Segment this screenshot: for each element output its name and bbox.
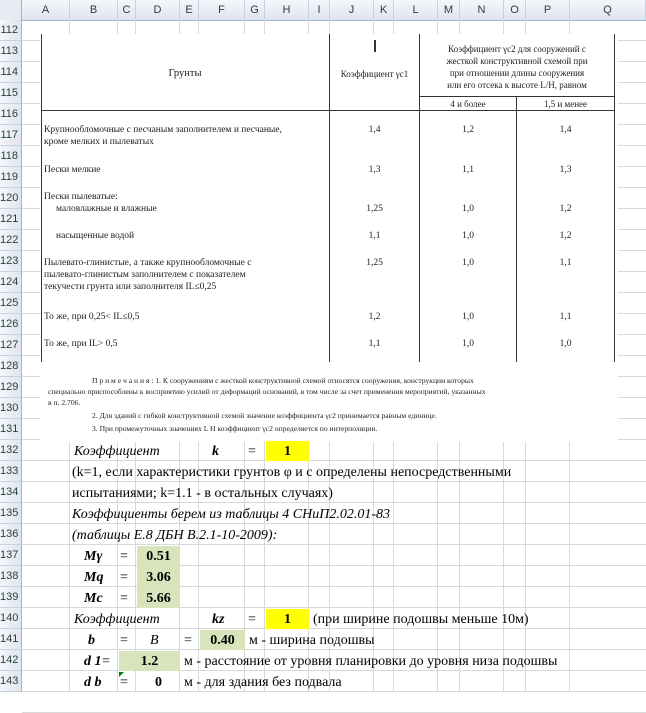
row-header-133[interactable]: 133 [0,461,22,482]
row-header-131[interactable]: 131 [0,419,22,440]
cell-b-label[interactable]: b [88,633,95,648]
select-all-corner[interactable] [0,0,22,20]
grid-row-line [22,565,646,566]
row6-value-2: 1,0 [462,312,474,322]
table-head-coef2-line4: или его отсека к высоте L/H, равном [447,80,587,90]
table-border-left [41,34,42,362]
table-head-sub2: 1,5 и менее [543,99,588,109]
row-header-140[interactable]: 140 [0,608,22,629]
row-header-115[interactable]: 115 [0,83,22,104]
cell-mq-eq[interactable]: = [120,570,128,585]
row-header-119[interactable]: 119 [0,167,22,188]
table-head-coef2-line3: при отношении длины сооружения [449,68,585,78]
column-header-h[interactable]: H [265,0,309,20]
row5-soil-line1: Пылевато-глинистые, а также крупнообломочные с [44,258,252,268]
row-header-141[interactable]: 141 [0,629,22,650]
cell-db-value[interactable]: 0 [155,675,162,690]
grid-row-line [22,607,646,608]
row-header-116[interactable]: 116 [0,104,22,125]
note1-line2: специально приспособлены к восприятию усилий от деформаций оснований, в том числе за счет применения мероприятий, указанных [48,387,486,396]
cell-d1-note[interactable]: м - расстояние от уровня планировки до уровня низа подошвы [184,654,558,669]
column-header-p[interactable]: P [526,0,570,20]
cell-r136-text[interactable]: (таблицы Е.8 ДБН В.2.1-10-2009): [72,528,278,543]
row6-value-1: 1,2 [368,312,381,322]
table-head-sub1: 4 и более [450,99,486,109]
note2: 2. Для зданий с гибкой конструктивной схемой значение коэффициента γc2 принимается равным единице. [92,411,437,420]
cell-d1-eq[interactable]: = [102,654,110,669]
cell-r135-text[interactable]: Коэффициенты берем из таблицы 4 СНиП2.02.01-83 [72,507,390,522]
row4-value-3: 1,2 [559,231,572,241]
row2-value-3: 1,3 [559,165,572,175]
row1-value-2: 1,2 [462,125,474,135]
column-header-q[interactable]: Q [570,0,646,20]
cell-d1-value[interactable]: 1.2 [140,654,159,669]
grid-row-line [22,586,646,587]
row-header-136[interactable]: 136 [0,524,22,545]
column-header-d[interactable]: D [136,0,180,20]
table-head-coef2-line2: жесткой конструктивной схемой при [446,56,588,66]
note1-line1: П р и м е ч а н и я : 1. К сооружениям с жесткой конструктивной схемой относятся сооружения, конструкции которых [92,376,474,385]
row-header-120[interactable]: 120 [0,188,22,209]
row1-value-1: 1,4 [368,125,381,135]
cell-kz-eq[interactable]: = [248,612,256,627]
row-header-126[interactable]: 126 [0,314,22,335]
row-header-142[interactable]: 142 [0,650,22,671]
cell-kz-label[interactable]: Коэффициент [74,612,160,627]
cell-k-label[interactable]: Коэффициент [74,444,160,459]
row3-value-2: 1,0 [462,204,474,214]
cell-k-var[interactable]: k [212,444,219,459]
column-header-l[interactable]: L [394,0,438,20]
row-header-125[interactable]: 125 [0,293,22,314]
cell-r133-text[interactable]: (k=1, если характеристики грунтов φ и с определены непосредственными [72,465,512,480]
column-header-bar [0,0,646,21]
row4-value-1: 1,1 [368,231,381,241]
row-header-134[interactable]: 134 [0,482,22,503]
cell-r134-text[interactable]: испытаниями; k=1.1 - в остальных случаях) [72,486,333,501]
table-head-coef2-line1: Коэффициент γc2 для сооружений с [448,44,586,54]
row7-value-2: 1,0 [462,339,474,349]
cursor-mark [374,40,376,52]
column-header-c[interactable]: C [118,0,136,20]
row-header-122[interactable]: 122 [0,230,22,251]
row6-value-3: 1,1 [559,312,572,322]
row3-soil-line2: маловлажные и влажные [56,204,157,214]
cell-mc-label[interactable]: Mc [84,591,103,606]
row5-value-2: 1,0 [462,258,474,268]
cell-k-eq[interactable]: = [248,444,256,459]
column-header-o[interactable]: O [504,0,526,20]
column-header-j[interactable]: J [330,0,374,20]
column-header-m[interactable]: M [438,0,460,20]
row-header-129[interactable]: 129 [0,377,22,398]
column-header-i[interactable]: I [309,0,330,20]
row2-value-1: 1,3 [368,165,381,175]
row-header-117[interactable]: 117 [0,125,22,146]
cell-db-note[interactable]: м - для здания без подвала [184,675,342,690]
column-header-e[interactable]: E [180,0,199,20]
column-header-g[interactable]: G [245,0,265,20]
row1-value-3: 1,4 [559,125,572,135]
row5-soil-line2: пылевато-глинистым заполнителем с показателем [44,270,246,280]
cell-my-value[interactable]: 0.51 [146,549,171,564]
table-header-bottom [41,110,615,111]
cell-b-eq[interactable]: = [120,633,128,648]
row-header-123[interactable]: 123 [0,251,22,272]
row6-soil-line1: То же, при 0,25< IL≤0,5 [44,312,140,322]
row4-value-2: 1,0 [462,231,474,241]
row5-soil-line3: текучести грунта или заполнителя IL≤0,25 [44,282,217,292]
row1-soil-line2: кроме мелких и пылеватых [44,137,154,147]
table-head-soil: Грунты [168,68,202,79]
cell-k-value[interactable]: 1 [284,444,291,459]
row-header-113[interactable]: 113 [0,41,22,62]
row4-soil-line1: насыщенные водой [56,231,135,241]
cell-mc-value[interactable]: 5.66 [146,591,171,606]
cell-b-note[interactable]: м - ширина подошвы [249,633,375,648]
row-header-130[interactable]: 130 [0,398,22,419]
row2-value-2: 1,1 [462,165,474,175]
row-header-132[interactable]: 132 [0,440,22,461]
note1-line3: в п. 2.706. [48,398,81,407]
cell-kz-note[interactable]: (при ширине подошвы меньше 10м) [313,612,529,627]
cell-b-value[interactable]: 0.40 [210,633,235,648]
row7-value-1: 1,1 [368,339,381,349]
cell-b-eq2[interactable]: = [184,633,192,648]
note3: 3. При промежуточных значениях L H коэффициент γc2 определяется по интерполяции. [92,424,378,433]
table-head-coef1: Коэффициент γc1 [340,69,409,79]
cell-mq-value[interactable]: 3.06 [146,570,171,585]
row3-value-1: 1,25 [366,204,383,214]
row7-value-3: 1,0 [559,339,572,349]
column-header-k[interactable]: K [374,0,394,20]
cell-d1-label[interactable]: d 1 [84,654,102,669]
row-header-121[interactable]: 121 [0,209,22,230]
cell-b-ref[interactable]: B [150,633,159,648]
cell-kz-var[interactable]: kz [212,612,225,627]
column-header-a[interactable]: A [22,0,70,20]
row-header-143[interactable]: 143 [0,671,22,692]
table-border-right [614,34,615,362]
row-header-135[interactable]: 135 [0,503,22,524]
row-header-118[interactable]: 118 [0,146,22,167]
row-header-112[interactable]: 112 [0,20,22,41]
cell-my-label[interactable]: Mγ [84,549,103,564]
cell-db-eq[interactable]: = [120,675,128,690]
column-header-n[interactable]: N [460,0,504,20]
row-header-114[interactable]: 114 [0,62,22,83]
table-subheader-line [419,96,614,97]
row3-soil-line1: Пески пылеватые: [44,192,118,202]
row3-value-3: 1,2 [559,204,572,214]
row1-soil-line1: Крупнообломочные с песчаным заполнителем и песчаные, [44,125,282,135]
row5-value-1: 1,25 [366,258,383,268]
row-header-139[interactable]: 139 [0,587,22,608]
row-header-124[interactable]: 124 [0,272,22,293]
cell-mc-eq[interactable]: = [120,591,128,606]
cell-kz-value[interactable]: 1 [284,612,291,627]
row-header-137[interactable]: 137 [0,545,22,566]
cell-my-eq[interactable]: = [120,549,128,564]
row-header-127[interactable]: 127 [0,335,22,356]
row5-value-3: 1,1 [559,258,572,268]
column-header-b[interactable]: B [70,0,118,20]
cell-db-label[interactable]: d b [84,675,102,690]
cell-mq-label[interactable]: Mq [84,570,104,585]
row2-soil-line1: Пески мелкие [44,165,101,175]
embedded-table-image [40,34,618,442]
row-header-128[interactable]: 128 [0,356,22,377]
row-header-138[interactable]: 138 [0,566,22,587]
row7-soil-line1: То же, при IL> 0,5 [44,339,118,349]
column-header-f[interactable]: F [199,0,245,20]
